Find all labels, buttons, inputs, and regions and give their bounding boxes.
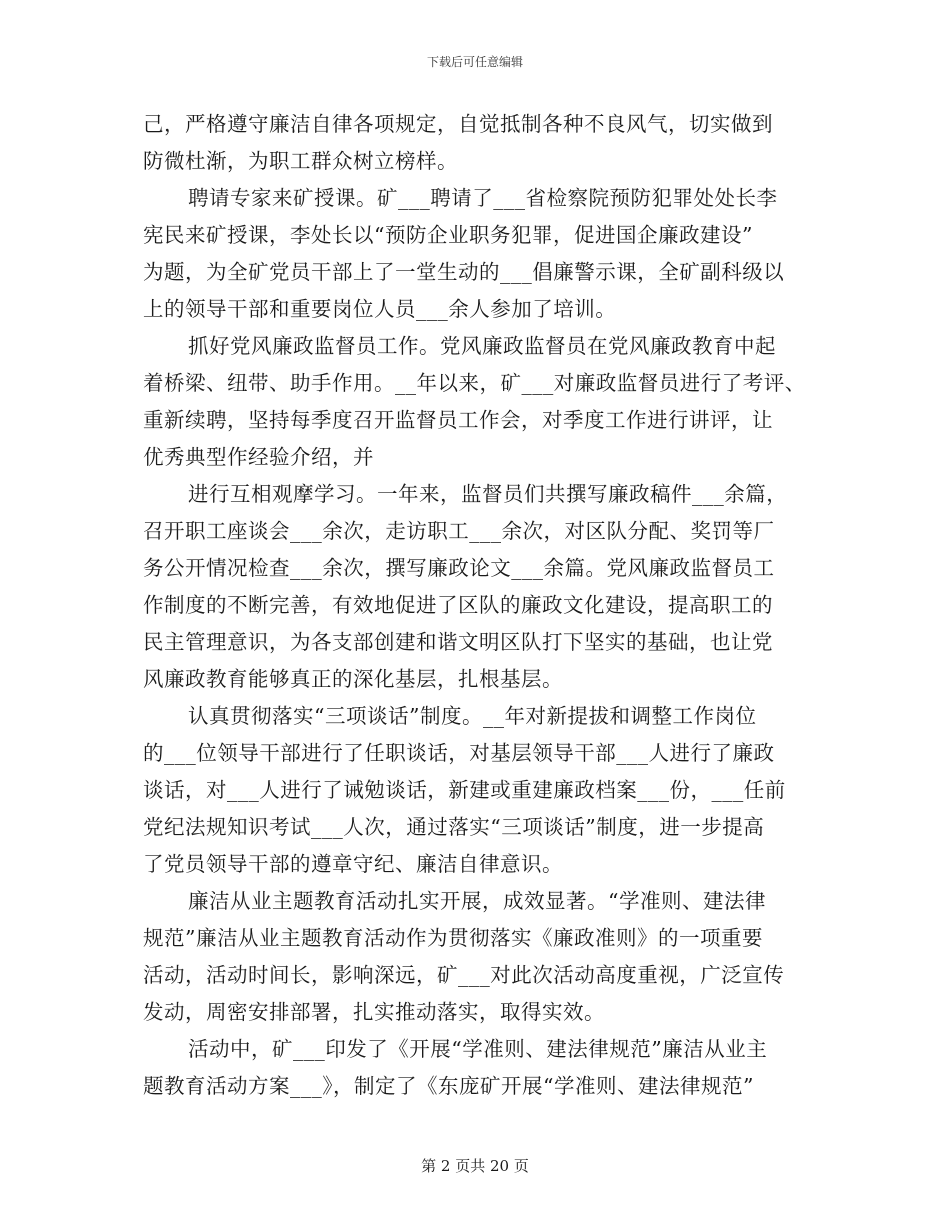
text-line: 民主管理意识，为各支部创建和谐文明区队打下坚实的基础，也让党 (143, 630, 773, 654)
text-line: 己，严格遵守廉洁自律各项规定，自觉抵制各种不良风气，切实做到 (143, 112, 773, 136)
document-body (143, 106, 833, 1105)
page-number-footer: 第 2 页共 20 页 (421, 1157, 529, 1175)
paragraph-start-line: 廉洁从业主题教育活动扎实开展，成效显著。“学准则、建法律 (188, 889, 766, 913)
paragraph-start-line: 聘请专家来矿授课。矿___聘请了___省检察院预防犯罪处处长李 (188, 186, 778, 210)
text-line: 的___位领导干部进行了任职谈话，对基层领导干部___人进行了廉政 (143, 741, 775, 765)
text-line: 为题，为全矿党员干部上了一堂生动的___倡廉警示课，全矿副科级以 (143, 260, 785, 284)
text-line: 着桥梁、纽带、助手作用。__年以来，矿___对廉政监督员进行了考评、 (143, 371, 806, 395)
text-line: 上的领导干部和重要岗位人员___余人参加了培训。 (143, 297, 617, 321)
paragraph-start-line: 活动中，矿___印发了《开展“学准则、建法律规范”廉洁从业主 (188, 1037, 768, 1061)
text-line: 宪民来矿授课，李处长以“预防企业职务犯罪，促进国企廉政建设” (143, 223, 753, 247)
text-line: 党纪法规知识考试___人次，通过落实“三项谈话”制度，进一步提高 (143, 815, 765, 839)
text-line: 优秀典型作经验介绍，并 (143, 445, 374, 469)
text-line: 了党员领导干部的遵章守纪、廉洁自律意识。 (143, 852, 563, 876)
paragraph-start-line: 认真贯彻落实“三项谈话”制度。__年对新提拔和调整工作岗位 (188, 704, 757, 728)
text-line: 题教育活动方案___》，制定了《东庞矿开展“学准则、建法律规范” (143, 1074, 754, 1098)
text-line: 务公开情况检查___余次，撰写廉政论文___余篇。党风廉政监督员工 (143, 556, 775, 580)
text-line: 作制度的不断完善，有效地促进了区队的廉政文化建设，提高职工的 (143, 593, 773, 617)
text-line: 活动，活动时间长，影响深远，矿___对此次活动高度重视，广泛宣传 (143, 963, 785, 987)
text-line: 防微杜渐，为职工群众树立榜样。 (143, 149, 458, 173)
paragraph-start-line: 进行互相观摩学习。一年来，监督员们共撰写廉政稿件___余篇， (188, 482, 788, 506)
text-line: 重新续聘，坚持每季度召开监督员工作会，对季度工作进行讲评，让 (143, 408, 773, 432)
text-line: 规范”廉洁从业主题教育活动作为贯彻落实《廉政准则》的一项重要 (143, 926, 763, 950)
text-line: 发动，周密安排部署，扎实推动落实，取得实效。 (143, 1000, 605, 1024)
text-line: 召开职工座谈会___余次，走访职工___余次，对区队分配、奖罚等厂 (143, 519, 775, 543)
page-header-note: 下载后可任意编辑 (426, 55, 523, 69)
text-line: 风廉政教育能够真正的深化基层，扎根基层。 (143, 667, 563, 691)
paragraph-start-line: 抓好党风廉政监督员工作。党风廉政监督员在党风廉政教育中起 (188, 334, 776, 358)
text-line: 谈话，对___人进行了诫勉谈话，新建或重建廉政档案___份，___任前 (143, 778, 786, 802)
